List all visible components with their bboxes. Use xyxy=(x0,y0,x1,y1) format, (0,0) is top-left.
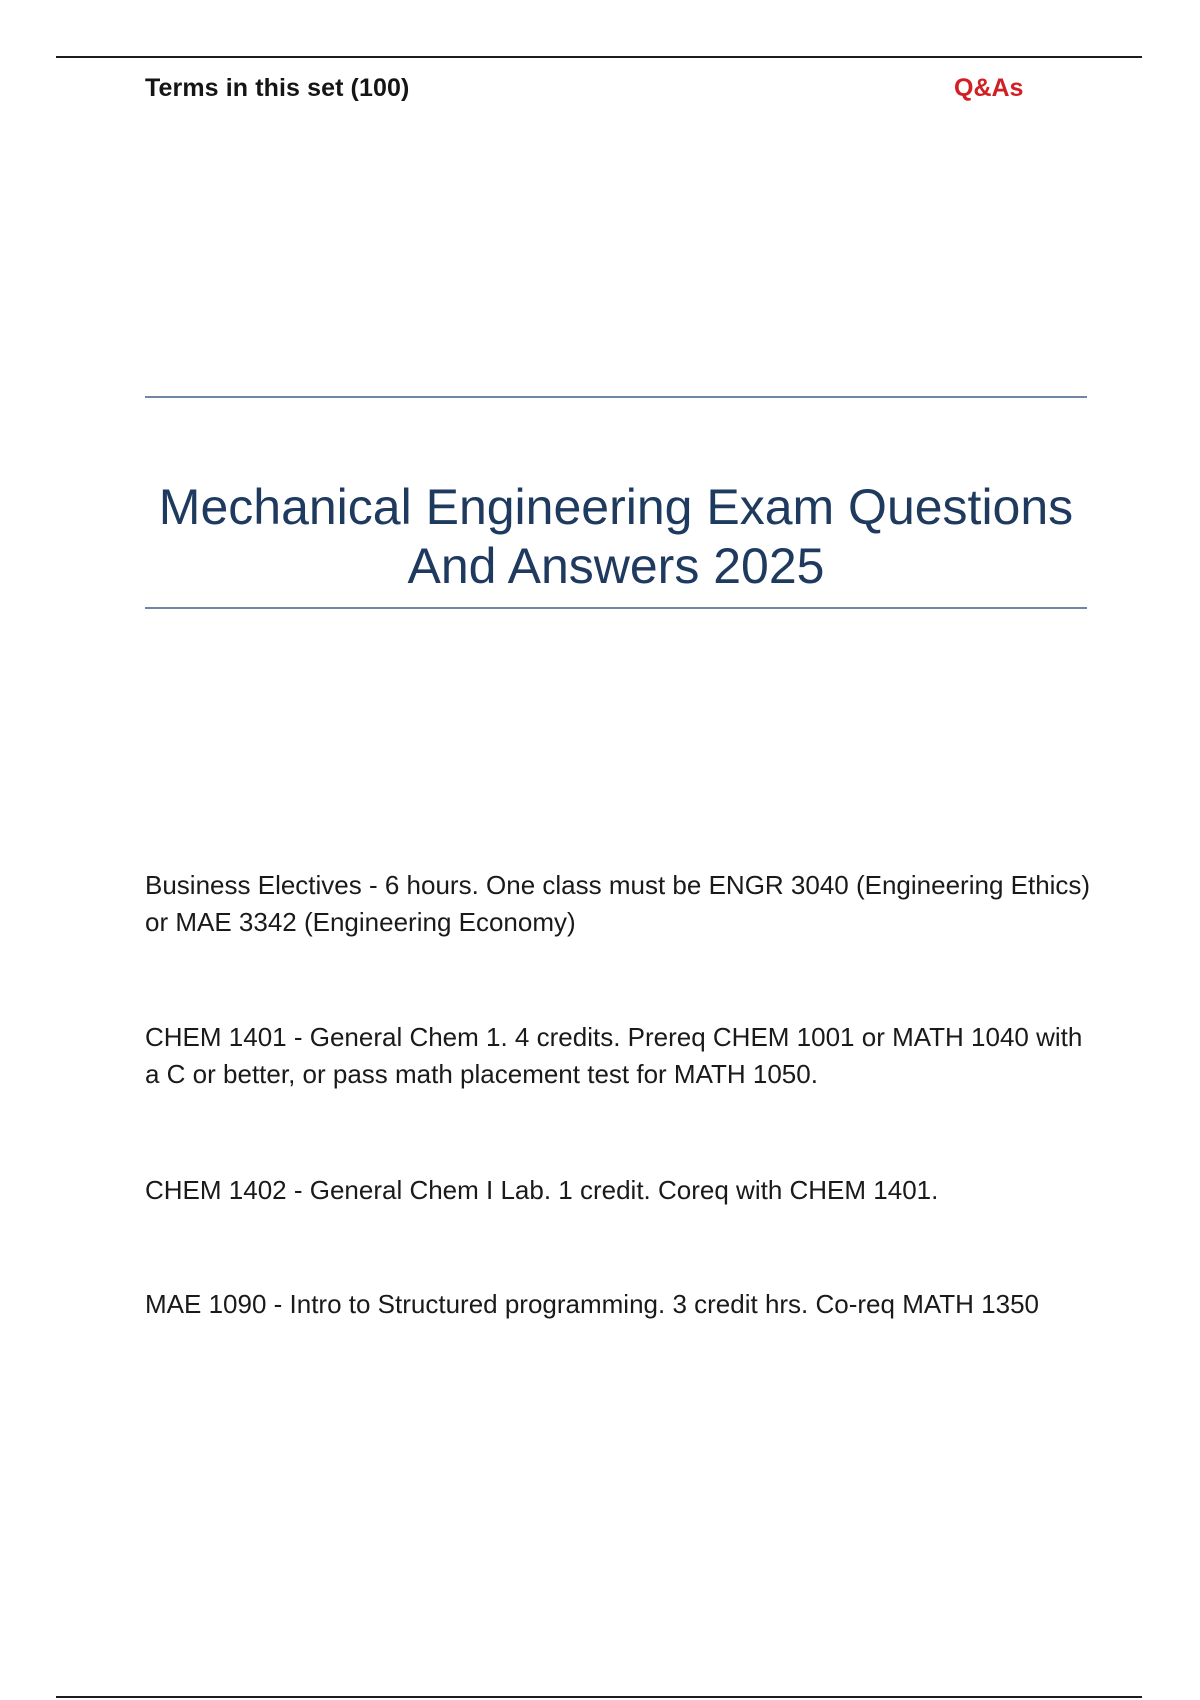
term-item: CHEM 1402 - General Chem I Lab. 1 credit. Coreq with CHEM 1401. xyxy=(145,1175,939,1205)
qa-badge: Q&As xyxy=(954,74,1024,102)
term-item: Business Electives - 6 hours. One class must be ENGR 3040 (Engineering Ethics) or MAE 3342 (Engineering Economy) xyxy=(145,870,1091,937)
top-page-rule xyxy=(56,56,1142,58)
document-title: Mechanical Engineering Exam Questions And Answers 2025 xyxy=(158,479,1074,594)
bottom-page-rule xyxy=(56,1696,1142,1698)
term-item: MAE 1090 - Intro to Structured programming. 3 credit hrs. Co-req MATH 1350 xyxy=(145,1289,1039,1319)
term-item: CHEM 1401 - General Chem 1. 4 credits. Prereq CHEM 1001 or MATH 1040 with a C or better, or pass math placement test for MATH 1050. xyxy=(145,1022,1083,1089)
terms-count-label: Terms in this set (100) xyxy=(145,74,410,102)
title-rule-upper xyxy=(145,396,1087,398)
title-rule-lower xyxy=(145,607,1087,609)
